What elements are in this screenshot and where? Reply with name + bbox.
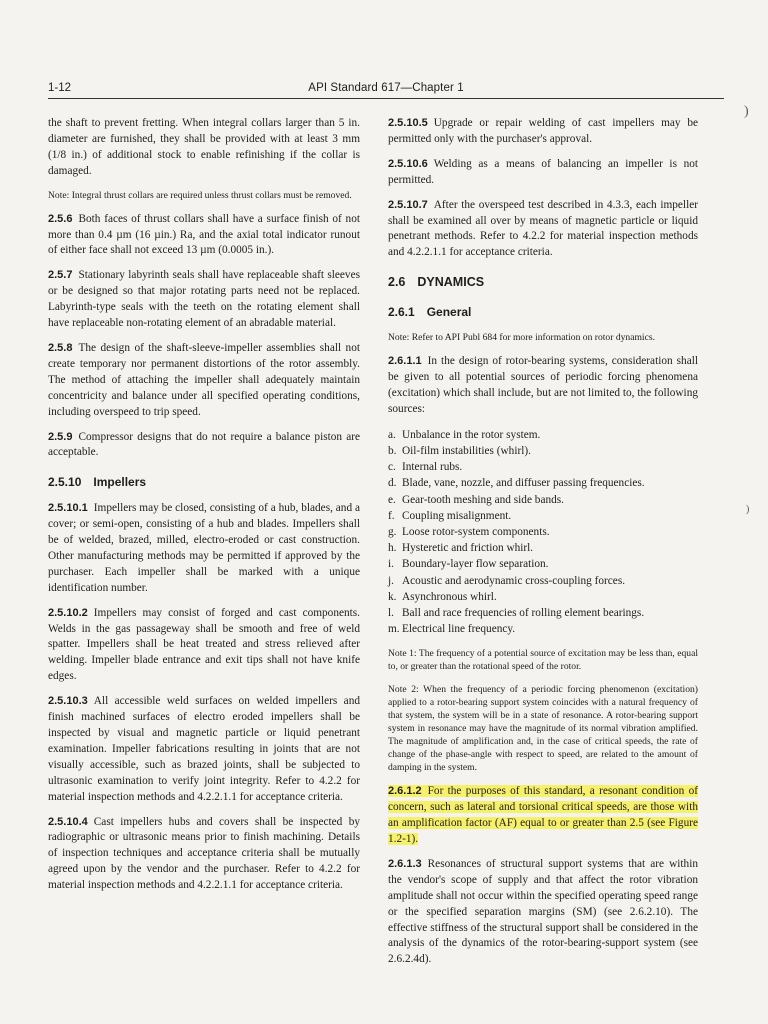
- list-letter: k.: [388, 590, 397, 603]
- section-title: General: [426, 305, 472, 320]
- note: Note: Refer to API Publ 684 for more information on rotor dynamics.: [388, 332, 655, 344]
- list-text: Boundary-layer flow separation.: [402, 558, 549, 571]
- paragraph-text: For the purposes of this standard, a resonant condition of concern, such as lateral and torsional critical speeds, are those with an amplification factor (AF) equal to or greater than 2.5 (see Figure 1.2-1).: [388, 785, 698, 846]
- paragraph-text: Resonances of structural support systems that are within the vendor's scope of supply and that affect the rotor vibration amplitude shall not occur within the specified operating speed range or the specified separation margins (SM) (see 2.6.2.10). The effective stiffness of the structural support shall be considered in the analysis of the dynamics of the rotor-bearing-support system (see 2.6.2.4d).: [388, 857, 698, 966]
- list-item: [388, 605, 698, 621]
- section-number: 2.5.10.6: [388, 157, 428, 170]
- paragraph: [48, 212, 360, 260]
- list-letter: b.: [388, 444, 397, 457]
- list-item: [388, 589, 698, 605]
- paragraph-text: Welding as a means of balancing an impeller is not permitted.: [388, 157, 698, 186]
- list-letter: d.: [388, 477, 397, 490]
- note: Note: Integral thrust collars are required unless thrust collars must be removed.: [48, 189, 352, 201]
- section-number: 2.5.8: [48, 341, 73, 354]
- paragraph-text: All accessible weld surfaces on welded impellers and finish machined surfaces of electro eroded impellers shall be inspected by visual and magnetic particle or liquid penetrant examination. Impeller fabrications resulting in joints that are not visually accessible, such as brazed joints, shall be subjected to ultrasonic examination to verify joint integrity. Refer to 4.2.2 for material inspection methods and 4.2.2.1.1 for acceptance criteria.: [48, 695, 360, 803]
- list-letter: h.: [388, 542, 397, 555]
- list-item: [388, 540, 698, 556]
- list-text: Acoustic and aerodynamic cross-coupling forces.: [402, 574, 626, 587]
- list-item: [388, 621, 698, 637]
- list-text: Coupling misalignment.: [402, 509, 512, 522]
- paragraph: [388, 354, 698, 418]
- list-item: [388, 524, 698, 540]
- list-text: Ball and race frequencies of rolling element bearings.: [402, 606, 645, 619]
- list-item: [388, 492, 698, 508]
- paragraph: [48, 501, 360, 596]
- paragraph-text: the shaft to prevent fretting. When integral collars larger than 5 in. diameter are furnished, they shall be provided with at least 3 mm (1/8 in.) of additional stock to enable refinishing if the collar is damaged.: [48, 117, 360, 177]
- list-letter: a.: [388, 428, 396, 441]
- section-number: 2.5.10.7: [388, 198, 428, 211]
- list-item: [388, 443, 698, 459]
- list-item: [388, 573, 698, 589]
- section-number: 2.5.10.1: [48, 502, 88, 515]
- section-number: 2.6: [388, 275, 406, 290]
- list-text: Loose rotor-system components.: [402, 525, 550, 538]
- section-title: Impellers: [93, 475, 147, 490]
- list-letter: i.: [388, 558, 394, 571]
- list-text: Unbalance in the rotor system.: [402, 428, 541, 441]
- paragraph-text: Compressor designs that do not require a balance piston are acceptable.: [48, 430, 360, 459]
- paragraph-text: After the overspeed test described in 4.3.3, each impeller shall be examined all over by means of magnetic particle or liquid penetrant methods. Refer to 4.2.2 for material inspection methods and 4.2.2.1.1 for acceptance criteria.: [388, 198, 698, 259]
- list-item: [388, 427, 698, 443]
- paragraph: [388, 784, 698, 848]
- list-letter: j.: [388, 574, 394, 587]
- paragraph-text: Both faces of thrust collars shall have a surface finish of not more than 0.4 µm (16 µin.) Ra, and the axial total indicator runout of either face shall not exceed 13 µm (0.0005 in.).: [48, 212, 360, 257]
- section-heading: [388, 275, 698, 291]
- paragraph-text: Cast impellers hubs and covers shall be inspected by radiographic or ultrasonic means prior to finish machining. Details of inspection techniques and acceptance criteria shall be mutually agreed upon by the vendor and the purchaser. Refer to 4.2.2 for material inspection methods and 4.2.2.1.1 for acceptance criteria.: [48, 815, 360, 892]
- paragraph: [388, 198, 698, 262]
- section-number: 2.5.9: [48, 430, 73, 443]
- paragraph-text: The design of the shaft-sleeve-impeller assemblies shall not create temporary nor permanent distortions of the rotor assembly. The method of attaching the impeller shall adequately maintain concentricity and balance under all specified operating conditions, including overspeed to trip speed.: [48, 341, 360, 418]
- list-text: Asynchronous whirl.: [402, 590, 497, 603]
- section-number: 2.6.1.2: [388, 785, 422, 798]
- paragraph: [48, 694, 360, 805]
- paragraph-text: Impellers may be closed, consisting of a hub, blades, and a cover; or semi-open, consisting of a hub and blades. Impellers shall be of welded, brazed, milled, electro-eroded or cast construction. Other manufacturing methods may be permitted if approved by the purchaser. Each impeller shall be marked with a unique identification number.: [48, 502, 360, 594]
- list-letter: m.: [388, 623, 400, 636]
- list-item: [388, 475, 698, 491]
- list-letter: f.: [388, 509, 395, 522]
- section-number: 2.6.1.1: [388, 355, 422, 368]
- section-number: 2.5.10: [48, 475, 82, 490]
- list-item: [388, 508, 698, 524]
- list-text: Internal rubs.: [402, 461, 463, 474]
- section-number: 2.5.10.3: [48, 695, 88, 708]
- page-number: 1-12: [48, 82, 72, 94]
- paragraph: [48, 606, 360, 686]
- list-letter: g.: [388, 525, 397, 538]
- list-text: Oil-film instabilities (whirl).: [402, 444, 531, 457]
- paragraph-text: Stationary labyrinth seals shall have replaceable shaft sleeves or be designed so that major rotating parts need not be replaced. Labyrinth-type seals with the teeth on the rotating element shall have replaceable non-rotating element of an abradable material.: [48, 269, 360, 330]
- highlighted-text: [388, 785, 698, 845]
- section-number: 2.6.1: [388, 305, 415, 320]
- section-number: 2.5.10.4: [48, 815, 88, 828]
- left-column: [48, 116, 360, 903]
- margin-mark: ): [746, 504, 750, 515]
- paragraph: [48, 116, 360, 180]
- section-number: 2.5.7: [48, 269, 73, 282]
- paragraph-text: Impellers may consist of forged and cast components. Welds in the gas passageway shall be smooth and free of weld spatter. Impellers shall be heat treated and stress relieved after welding. Impeller blade entrance and exit tips shall not have knife edges.: [48, 606, 360, 683]
- paragraph: [48, 815, 360, 895]
- list-letter: e.: [388, 493, 396, 506]
- paragraph: [388, 116, 698, 148]
- source-list: [388, 427, 698, 638]
- section-heading: [48, 475, 360, 491]
- list-text: Electrical line frequency.: [402, 623, 516, 636]
- section-number: 2.5.10.5: [388, 117, 428, 129]
- list-letter: c.: [388, 461, 396, 474]
- list-text: Blade, vane, nozzle, and diffuser passing frequencies.: [402, 477, 645, 490]
- list-text: Hysteretic and friction whirl.: [402, 542, 534, 555]
- header-rule: [48, 98, 724, 99]
- section-heading: [388, 305, 698, 321]
- paragraph-text: In the design of rotor-bearing systems, consideration shall be given to all potential sources of periodic forcing phenomena (excitation) which shall include, but are not limited to, the following sources:: [388, 355, 698, 415]
- list-text: Gear-tooth meshing and side bands.: [402, 493, 564, 506]
- paragraph: [48, 430, 360, 462]
- running-title: API Standard 617—Chapter 1: [308, 82, 464, 94]
- section-title: DYNAMICS: [417, 275, 485, 290]
- paragraph: [48, 341, 360, 421]
- section-number: 2.5.6: [48, 212, 73, 225]
- margin-mark: ): [744, 104, 749, 119]
- paragraph-text: Upgrade or repair welding of cast impellers may be permitted only with the purchaser's approval.: [388, 117, 698, 145]
- page-header: [48, 78, 724, 98]
- note: Note 1: The frequency of a potential source of excitation may be less than, equal to, or greater than the rotational speed of the rotor.: [388, 648, 698, 673]
- paragraph: [388, 157, 698, 189]
- list-item: [388, 459, 698, 475]
- paragraph: [388, 857, 698, 968]
- section-number: 2.6.1.3: [388, 857, 422, 870]
- list-item: [388, 556, 698, 572]
- section-number: 2.5.10.2: [48, 606, 88, 619]
- note: Note 2: When the frequency of a periodic forcing phenomenon (excitation) applied to a rotor-bearing support system coincides with a natural frequency of that system, the system will be in a state of resonance. A rotor-bearing support system in resonance may have the magnitude of its normal vibration amplified. The magnitude of amplification and, in the case of critical speeds, the rate of change of the phase-angle with respect to speed, are related to the amount of damping in the system.: [388, 684, 698, 774]
- right-column: [388, 116, 698, 977]
- list-letter: l.: [388, 606, 394, 619]
- paragraph: [48, 268, 360, 332]
